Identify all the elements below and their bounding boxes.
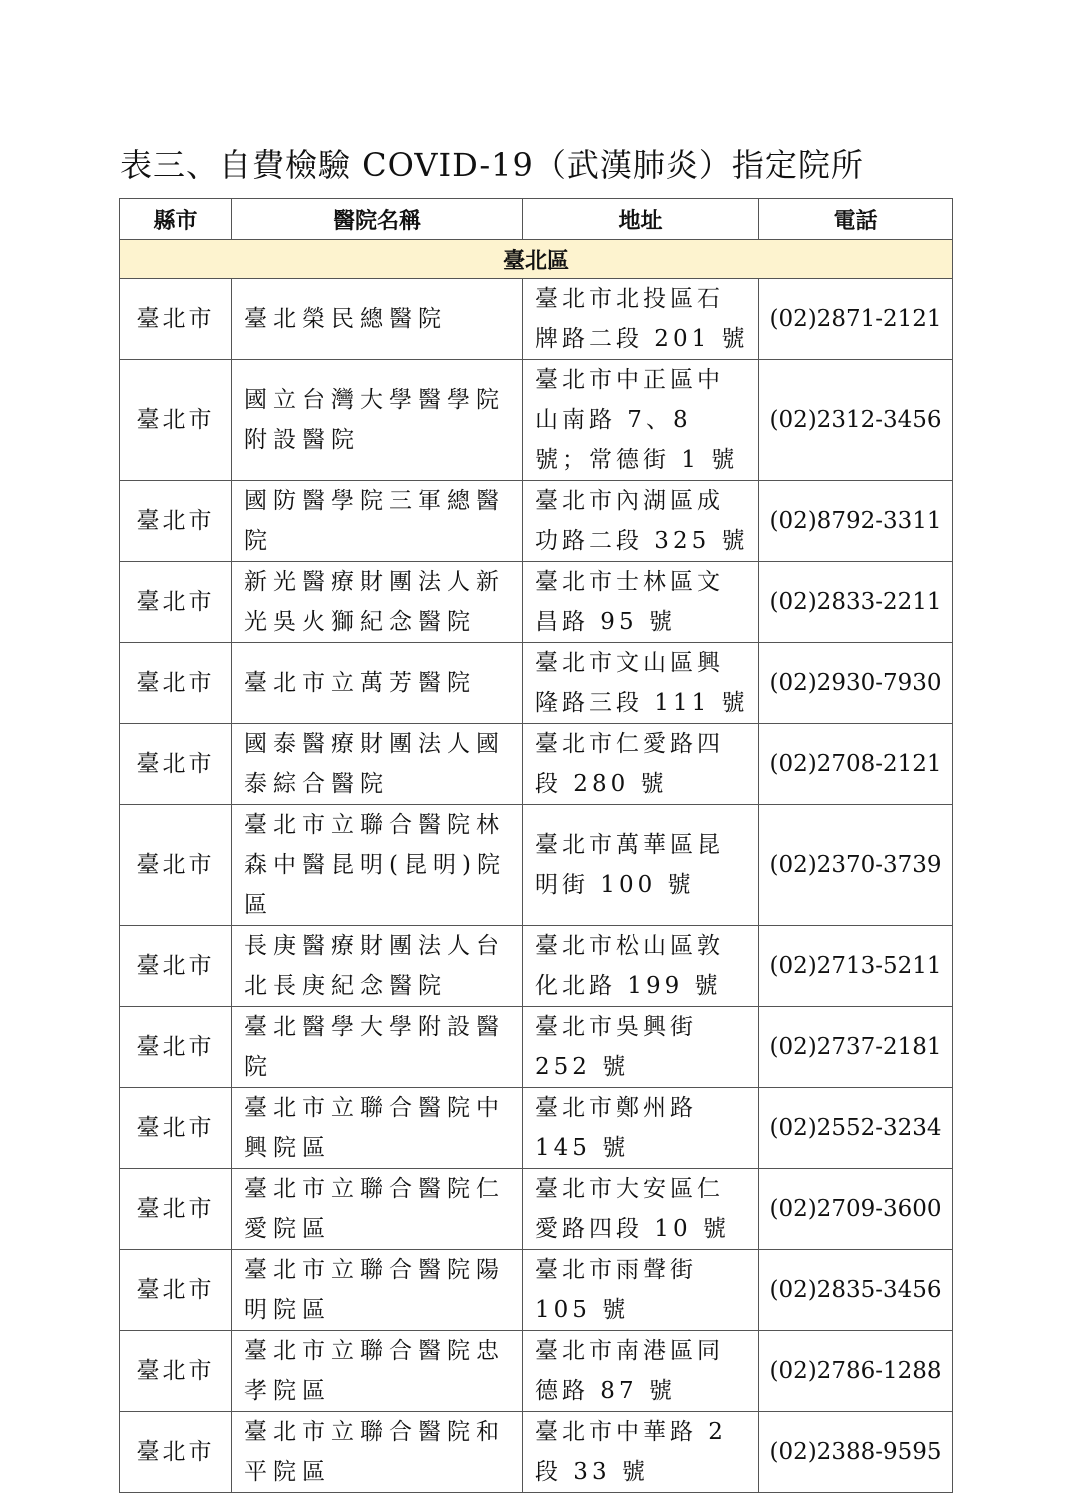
city-cell: 臺北市 <box>120 1250 232 1331</box>
header-address: 地址 <box>523 199 759 240</box>
header-city: 縣市 <box>120 199 232 240</box>
hospital-name-cell: 臺北市立聯合醫院陽明院區 <box>232 1250 523 1331</box>
region-row <box>120 240 953 279</box>
hospital-table <box>119 198 953 1493</box>
address-cell: 臺北市松山區敦化北路 199 號 <box>523 926 759 1007</box>
address-cell: 臺北市中華路 2 段 33 號 <box>523 1412 759 1493</box>
table-row <box>120 643 953 724</box>
phone-cell: (02)2786-1288 <box>759 1331 953 1412</box>
phone-cell: (02)2370-3739 <box>759 805 953 926</box>
phone-cell: (02)2737-2181 <box>759 1007 953 1088</box>
address-cell: 臺北市中正區中山南路 7、8 號；常德街 1 號 <box>523 360 759 481</box>
address-cell: 臺北市鄭州路 145 號 <box>523 1088 759 1169</box>
hospital-name-cell: 國防醫學院三軍總醫院 <box>232 481 523 562</box>
phone-cell: (02)2835-3456 <box>759 1250 953 1331</box>
table-row <box>120 562 953 643</box>
address-cell: 臺北市北投區石牌路二段 201 號 <box>523 279 759 360</box>
hospital-name-cell: 臺北市立聯合醫院仁愛院區 <box>232 1169 523 1250</box>
city-cell: 臺北市 <box>120 360 232 481</box>
city-cell: 臺北市 <box>120 643 232 724</box>
phone-cell: (02)2871-2121 <box>759 279 953 360</box>
hospital-name-cell: 臺北市立聯合醫院中興院區 <box>232 1088 523 1169</box>
table-row <box>120 360 953 481</box>
address-cell: 臺北市內湖區成功路二段 325 號 <box>523 481 759 562</box>
hospital-name-cell: 國泰醫療財團法人國泰綜合醫院 <box>232 724 523 805</box>
city-cell: 臺北市 <box>120 1412 232 1493</box>
table-row <box>120 926 953 1007</box>
city-cell: 臺北市 <box>120 926 232 1007</box>
table-row <box>120 1331 953 1412</box>
city-cell: 臺北市 <box>120 1169 232 1250</box>
address-cell: 臺北市南港區同德路 87 號 <box>523 1331 759 1412</box>
address-cell: 臺北市文山區興隆路三段 111 號 <box>523 643 759 724</box>
phone-cell: (02)2833-2211 <box>759 562 953 643</box>
header-phone: 電話 <box>759 199 953 240</box>
table-row <box>120 1412 953 1493</box>
hospital-name-cell: 臺北市立聯合醫院和平院區 <box>232 1412 523 1493</box>
hospital-name-cell: 臺北市立聯合醫院忠孝院區 <box>232 1331 523 1412</box>
address-cell: 臺北市吳興街 252 號 <box>523 1007 759 1088</box>
city-cell: 臺北市 <box>120 279 232 360</box>
city-cell: 臺北市 <box>120 1088 232 1169</box>
table-row <box>120 805 953 926</box>
table-row <box>120 1169 953 1250</box>
address-cell: 臺北市大安區仁愛路四段 10 號 <box>523 1169 759 1250</box>
region-label: 臺北區 <box>120 240 953 279</box>
table-row <box>120 1007 953 1088</box>
city-cell: 臺北市 <box>120 724 232 805</box>
address-cell: 臺北市雨聲街 105 號 <box>523 1250 759 1331</box>
hospital-name-cell: 臺北醫學大學附設醫院 <box>232 1007 523 1088</box>
city-cell: 臺北市 <box>120 1007 232 1088</box>
address-cell: 臺北市士林區文昌路 95 號 <box>523 562 759 643</box>
hospital-name-cell: 臺北市立聯合醫院林森中醫昆明(昆明)院區 <box>232 805 523 926</box>
hospital-name-cell: 臺北榮民總醫院 <box>232 279 523 360</box>
phone-cell: (02)2713-5211 <box>759 926 953 1007</box>
table-row <box>120 1088 953 1169</box>
phone-cell: (02)2930-7930 <box>759 643 953 724</box>
table-row <box>120 481 953 562</box>
city-cell: 臺北市 <box>120 1331 232 1412</box>
address-cell: 臺北市萬華區昆明街 100 號 <box>523 805 759 926</box>
phone-cell: (02)2388-9595 <box>759 1412 953 1493</box>
phone-cell: (02)2708-2121 <box>759 724 953 805</box>
table-header-row <box>120 199 953 240</box>
phone-cell: (02)2312-3456 <box>759 360 953 481</box>
phone-cell: (02)2709-3600 <box>759 1169 953 1250</box>
hospital-name-cell: 臺北市立萬芳醫院 <box>232 643 523 724</box>
hospital-name-cell: 新光醫療財團法人新光吳火獅紀念醫院 <box>232 562 523 643</box>
city-cell: 臺北市 <box>120 562 232 643</box>
table-row <box>120 279 953 360</box>
table-row <box>120 724 953 805</box>
hospital-name-cell: 國立台灣大學醫學院附設醫院 <box>232 360 523 481</box>
hospital-name-cell: 長庚醫療財團法人台北長庚紀念醫院 <box>232 926 523 1007</box>
header-hospital: 醫院名稱 <box>232 199 523 240</box>
phone-cell: (02)8792-3311 <box>759 481 953 562</box>
phone-cell: (02)2552-3234 <box>759 1088 953 1169</box>
address-cell: 臺北市仁愛路四段 280 號 <box>523 724 759 805</box>
city-cell: 臺北市 <box>120 805 232 926</box>
city-cell: 臺北市 <box>120 481 232 562</box>
table-row <box>120 1250 953 1331</box>
page-title: 表三、自費檢驗 COVID-19（武漢肺炎）指定院所 <box>120 146 864 184</box>
